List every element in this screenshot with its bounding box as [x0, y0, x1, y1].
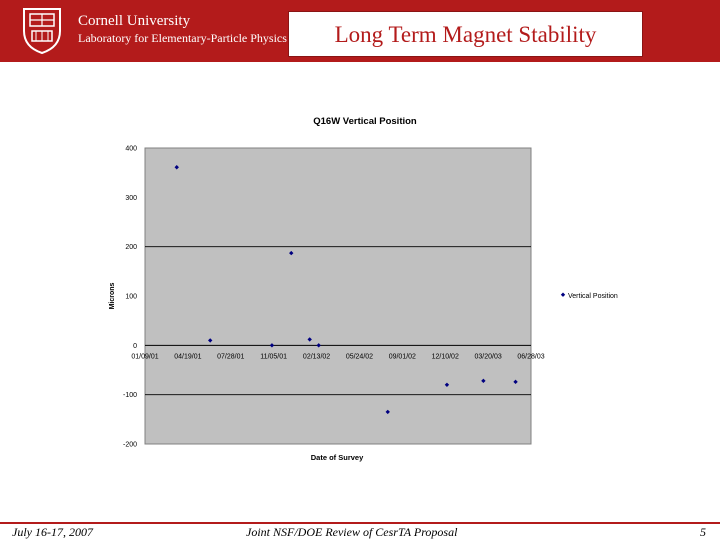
- y-axis-label: Microns: [109, 282, 116, 310]
- university-name: Cornell University: [78, 13, 191, 29]
- x-axis-label: Date of Survey: [310, 453, 364, 462]
- x-tick-label-8: 03/20/03: [474, 353, 502, 361]
- y-tick-label-6: 400: [125, 145, 137, 153]
- plot-area: [145, 148, 531, 444]
- page-number: 5: [700, 525, 706, 539]
- y-tick-labels: [123, 146, 137, 449]
- chart-legend: [561, 293, 618, 301]
- x-tick-label-7: 12/10/02: [431, 353, 459, 361]
- y-tick-label-2: 0: [133, 342, 137, 350]
- x-tick-label-3: 11/05/01: [260, 353, 288, 361]
- y-tick-label-0: -200: [122, 441, 137, 449]
- slide-title: Long Term Magnet Stability: [334, 22, 597, 47]
- x-tick-label-0: 01/09/01: [131, 353, 159, 361]
- x-tick-label-1: 04/19/01: [174, 353, 202, 361]
- x-tick-label-2: 07/28/01: [217, 353, 245, 361]
- footer-event: Joint NSF/DOE Review of CesrTA Proposal: [246, 525, 458, 539]
- footer-divider: [0, 522, 720, 524]
- x-tick-label-9: 06/28/03: [517, 353, 545, 361]
- chart-title: Q16W Vertical Position: [313, 116, 417, 127]
- legend-marker: [561, 293, 565, 297]
- legend-label: Vertical Position: [568, 293, 618, 300]
- y-tick-label-5: 300: [125, 194, 137, 202]
- y-tick-label-3: 100: [125, 293, 137, 301]
- x-tick-label-6: 09/01/02: [388, 353, 416, 361]
- y-tick-label-1: -100: [122, 392, 137, 400]
- x-tick-label-5: 05/24/02: [345, 353, 374, 361]
- x-tick-label-4: 02/13/02: [302, 353, 331, 361]
- laboratory-name: Laboratory for Elementary-Particle Physics: [78, 31, 287, 45]
- y-tick-label-4: 200: [125, 244, 137, 252]
- footer-date: July 16-17, 2007: [12, 525, 93, 539]
